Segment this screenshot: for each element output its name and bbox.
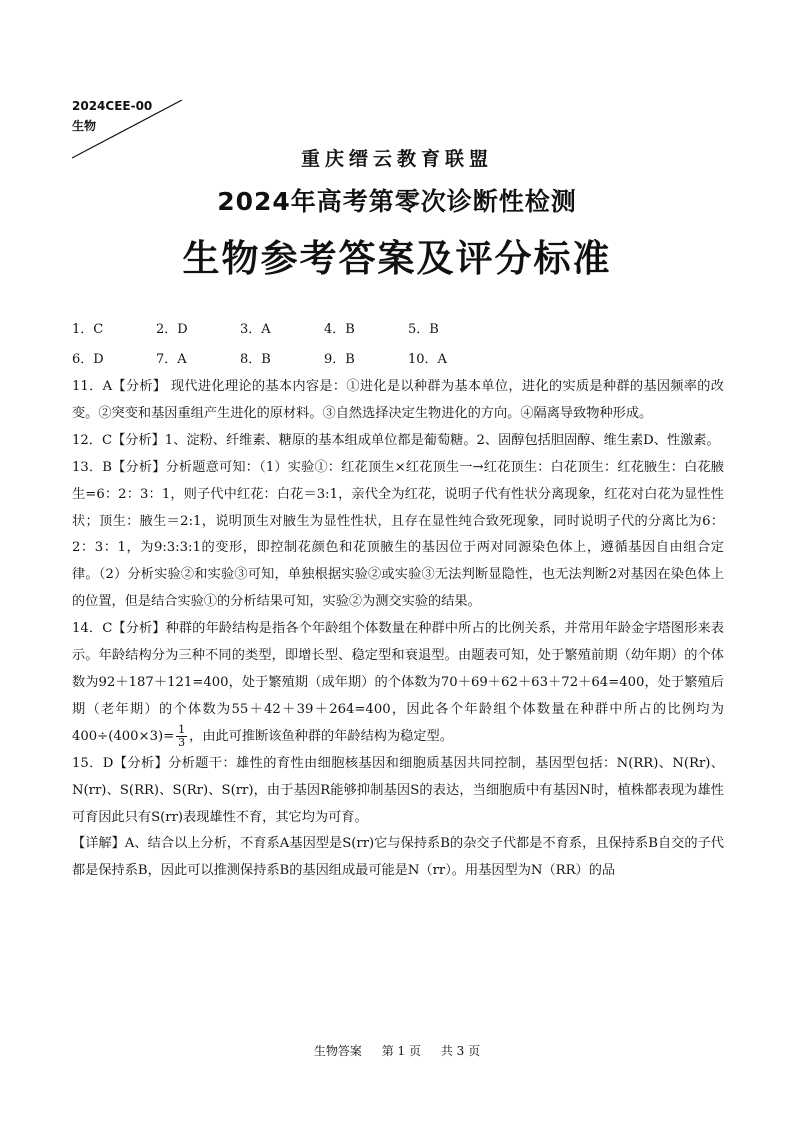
fraction-denominator: 3 <box>178 735 186 749</box>
answer-item: 10．A <box>408 351 447 367</box>
q14-text-b: ，由此可推断该鱼种群的年龄结构为稳定型。 <box>189 728 453 744</box>
footer-subject: 生物答案 <box>313 1044 362 1058</box>
explanation-q14 <box>72 616 724 751</box>
answer-item: 7．A <box>156 351 187 367</box>
exam-code: 2024CEE-00 <box>72 99 153 113</box>
q14-text-a: 14．C【分析】种群的年龄结构是指各个年龄组个体数量在种群中所占的比例关系，并常用年龄金字塔图形来表示。年龄结构分为三种不同的类型，即增长型、稳定型和衰退型。由题表可知，处于繁殖前期（幼年期）的个体数为92＋187＋121=400，处于繁殖期（成年期）的个体数为70＋69＋62＋63＋72＋64=400，处于繁殖后期（老年期）的个体数为55＋42＋39＋264=400，因此各个年龄组个体数量在种群中所占的比例均为400÷(400×3)= <box>72 621 724 744</box>
answer-item: 1．C <box>72 321 104 337</box>
explanation-detail: 【详解】A、结合以上分析，不育系A基因型是S(rr)它与保持系B的杂交子代都是不育系，且保持系B自交的子代都是保持系B，因此可以推测保持系B的基因组成最可能是N（rr）。用基因型为N（RR）的品 <box>72 836 724 879</box>
answer-item: 2．D <box>156 321 188 337</box>
exam-title: 2024年高考第零次诊断性检测 <box>217 187 577 216</box>
explanation-q15: 15．D【分析】分析题干：雄性的育性由细胞核基因和细胞质基因共同控制，基因型包括：N(RR)、N(Rr)、N(rr)、S(RR)、S(Rr)、S(rr)，由于基因R能够抑制基因S的表达，当细胞质中有基因N时，植株都表现为雄性可育因此只有S(rr)表现雄性不育，其它均为可育。 <box>72 755 724 825</box>
answer-item: 4．B <box>324 321 355 337</box>
answer-row <box>72 342 492 372</box>
explanation-q12: 12．C【分析】1、淀粉、纤维素、糖原的基本组成单位都是葡萄糖。2、固醇包括胆固醇、维生素D、性激素。 <box>72 432 720 448</box>
document-title: 生物参考答案及评分标准 <box>182 237 612 280</box>
answer-item: 8．B <box>240 351 271 367</box>
explanation-q13: 13．B【分析】分析题意可知：（1）实验①：红花顶生×红花顶生一→红花顶生：白花顶生：红花腋生：白花腋生=6：2：3：1，则子代中红花：白花＝3:1，亲代全为红花，说明子代有性状分离现象，红花对白花为显性性状；顶生：腋生＝2:1，说明顶生对腋生为显性性状，且存在显性纯合致死现象，同时说明子代的分离比为6：2：3：1，为9:3:3:1的变形，即控制花颜色和花顶腋生的基因位于两对同源染色体上，遵循基因自由组合定律。（2）分析实验②和实验③可知，单独根据实验②或实验③无法判断显隐性，也无法判断2对基因在染色体上的位置，但是结合实验①的分析结果可知，实验②为测交实验的结果。 <box>72 459 724 610</box>
fraction-numerator: 1 <box>178 722 186 736</box>
answer-item: 5．B <box>408 321 439 337</box>
footer-page: 第 1 页 <box>381 1044 421 1058</box>
answer-item: 9．B <box>324 351 355 367</box>
page-footer <box>0 1042 794 1059</box>
answer-row <box>72 312 492 342</box>
fraction <box>176 724 187 749</box>
answer-item: 6．D <box>72 351 104 367</box>
subject-label: 生物 <box>72 119 97 133</box>
answer-key <box>72 312 492 372</box>
footer-total: 共 3 页 <box>440 1044 481 1058</box>
organization-title: 重庆缙云教育联盟 <box>300 148 493 170</box>
explanation-q11: 11．A【分析】 现代进化理论的基本内容是：①进化是以种群为基本单位，进化的实质是种群的基因频率的改变。②突变和基因重组产生进化的原材料。③自然选择决定生物进化的方向。④隔离导致物种形成。 <box>72 379 724 421</box>
explanations <box>72 374 724 885</box>
answer-item: 3．A <box>240 321 271 337</box>
